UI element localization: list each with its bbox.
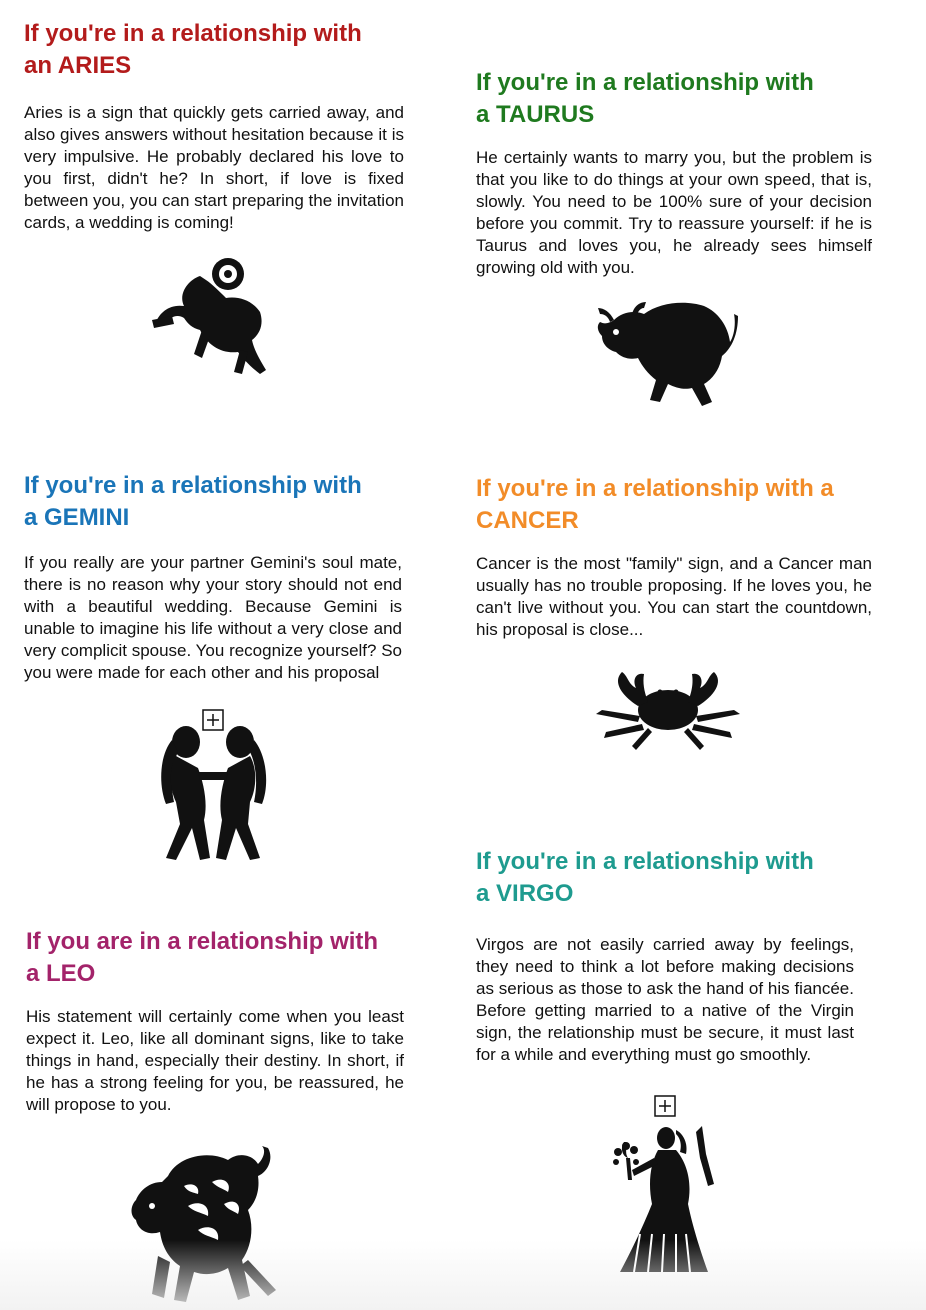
- gemini-title-line-2: a GEMINI: [24, 504, 130, 531]
- taurus-title-line-2: a TAURUS: [476, 101, 595, 128]
- cancer-title: [476, 473, 872, 537]
- cancer-body: Cancer is the most "family" sign, and a Cancer man usually has no trouble proposing. If he loves you, he can't live without you. You can start the countdown, his proposal is close...: [476, 554, 872, 639]
- taurus-body-clip: [476, 147, 872, 297]
- section-gemini: [24, 470, 402, 682]
- section-aries: [24, 18, 404, 232]
- aries-title: [24, 18, 404, 82]
- leo-title-line-2: a LEO: [26, 960, 96, 987]
- section-taurus: [476, 67, 872, 277]
- aries-title-line-2: an ARIES: [24, 52, 132, 79]
- gemini-body-clip: [24, 552, 402, 706]
- taurus-title: [476, 67, 872, 131]
- aries-title-line-1: If you're in a relationship with: [24, 20, 362, 47]
- section-virgo: [476, 846, 854, 1064]
- leo-lion-icon: [128, 1146, 278, 1306]
- virgo-title-line-1: If you're in a relationship with: [476, 848, 814, 875]
- virgo-maiden-icon: [604, 1124, 724, 1274]
- virgo-body: Virgos are not easily carried away by feelings, they need to think a lot before making decisions as serious as those to ask the hand of his fiancée. Before getting married to a native of the Virgin sign, the relationship must be secure, it must last for a while and everything must go smoothly.: [476, 935, 854, 1064]
- section-leo: [26, 926, 404, 1114]
- taurus-bull-icon: [594, 284, 738, 410]
- aries-body: Aries is a sign that quickly gets carried away, and also gives answers without hesitation because it is very impulsive. He probably declared his love to you first, didn't he? In short, if love is fixed between you, you can start preparing the invitation cards, a wedding is coming!: [24, 103, 404, 232]
- section-cancer: [476, 473, 872, 639]
- gemini-title: [24, 470, 402, 534]
- gemini-title-line-1: If you're in a relationship with: [24, 472, 362, 499]
- leo-body: His statement will certainly come when you least expect it. Leo, like all dominant signs, like to take things in hand, especially their destiny. In short, if he has a strong feeling for you, be reassured, he will propose to you.: [26, 1007, 404, 1114]
- virgo-title: [476, 846, 854, 910]
- taurus-body: He certainly wants to marry you, but the problem is that you like to do things at your own speed, that is, slowly. You need to be 100% sure of your decision before you commit. Try to reassure yourself: if he is Taurus and loves you, he already sees himself growing old with you.: [476, 148, 872, 277]
- gemini-twins-icon: [152, 724, 276, 862]
- virgo-title-line-2: a VIRGO: [476, 880, 574, 907]
- cancer-title-line-2: CANCER: [476, 507, 579, 534]
- cancer-title-line-1: If you're in a relationship with a: [476, 475, 834, 502]
- leo-title: [26, 926, 404, 990]
- leo-title-line-1: If you are in a relationship with: [26, 928, 379, 955]
- taurus-title-line-1: If you're in a relationship with: [476, 69, 814, 96]
- aries-ram-icon: [148, 254, 280, 380]
- gemini-body: If you really are your partner Gemini's soul mate, there is no reason why your story should not end with a beautiful wedding. Because Gemini is unable to imagine his life without a very close and very complicit spouse. You recognize yourself? So you were made for each other and his proposal: [24, 553, 402, 682]
- plus-box-icon[interactable]: [654, 1095, 676, 1117]
- cancer-crab-icon: [592, 666, 744, 756]
